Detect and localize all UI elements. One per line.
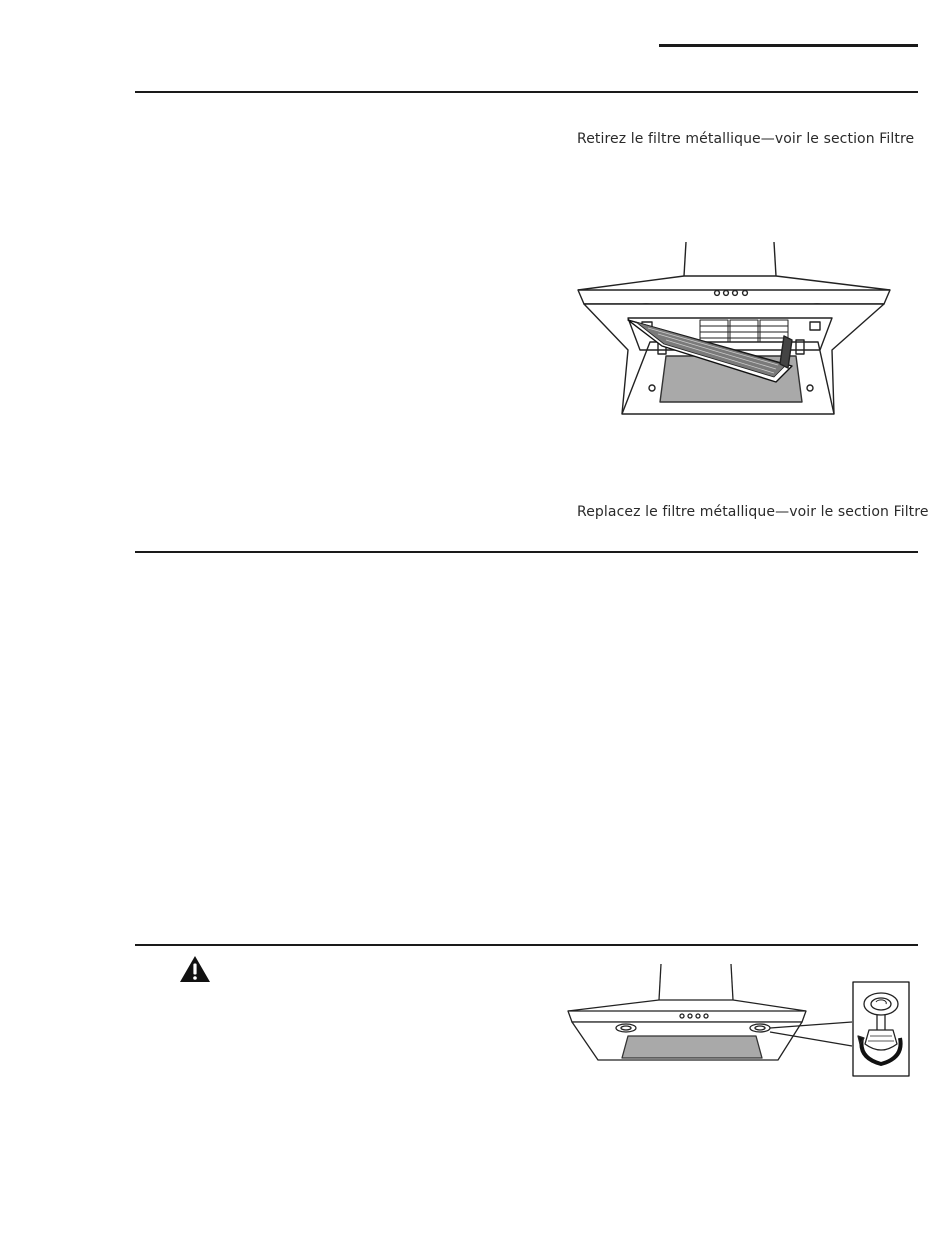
warning-triangle-icon	[179, 955, 211, 983]
section-divider-3	[135, 944, 918, 946]
range-hood-bulb-replacement-illustration	[564, 960, 912, 1080]
remove-filter-caption: Retirez le filtre métallique—voir le section Filtre	[577, 131, 915, 147]
section-divider-2	[135, 551, 918, 553]
section-divider-1	[135, 91, 918, 93]
range-hood-filter-removal-illustration	[570, 238, 900, 420]
header-rule	[659, 44, 918, 47]
replace-filter-caption: Replacez le filtre métallique—voir le section Filtre	[577, 504, 929, 520]
